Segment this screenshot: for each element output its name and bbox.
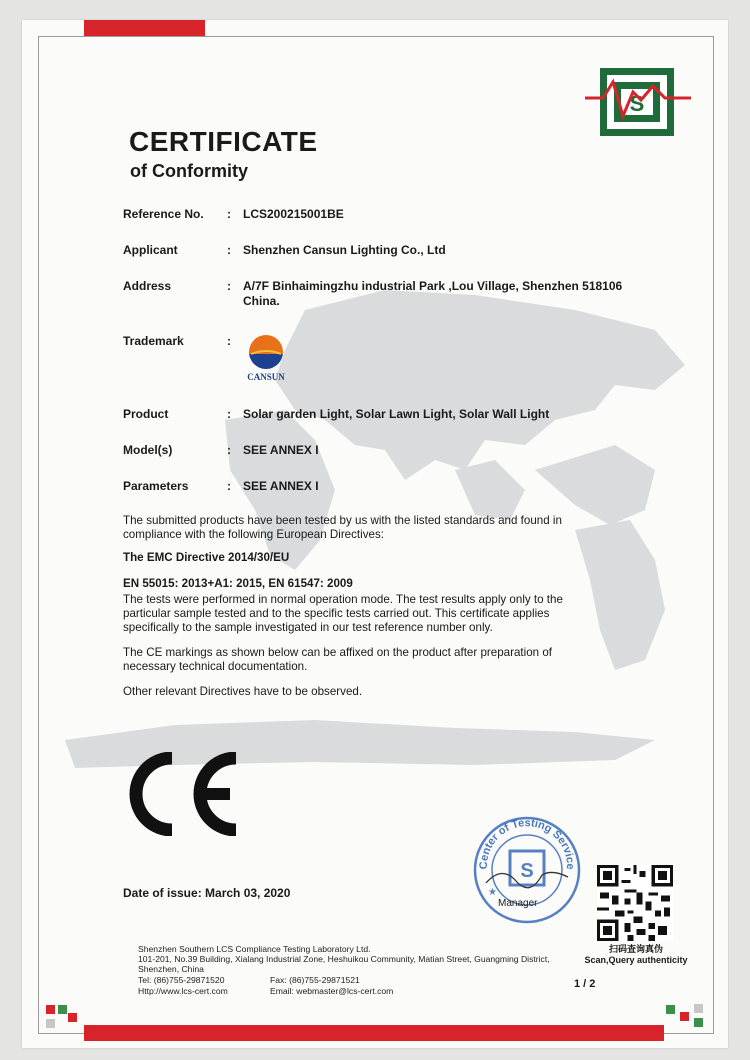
qr-code[interactable] <box>597 865 673 941</box>
intro-line-1: The submitted products have been tested by us with the listed standards and found in <box>123 514 562 527</box>
colon: : <box>227 334 231 348</box>
address-label: Address <box>123 279 172 293</box>
ce-line-2: necessary technical documentation. <box>123 660 308 673</box>
colon: : <box>227 443 231 457</box>
address-line-2: China. <box>243 294 280 308</box>
decor-square <box>666 1005 675 1014</box>
intro-line-2: compliance with the following European Directives: <box>123 528 384 541</box>
product-label: Product <box>123 407 169 421</box>
parameters-label: Parameters <box>123 479 189 493</box>
footer-lab-name: Shenzhen Southern LCS Compliance Testing Laboratory Ltd. <box>138 944 371 954</box>
lcs-logo <box>583 64 693 140</box>
footer-email[interactable]: Email: webmaster@lcs-cert.com <box>270 986 394 996</box>
manager-label: Manager <box>498 898 538 909</box>
decor-square <box>46 1019 55 1028</box>
footer-address-line-2: Shenzhen, China <box>138 964 204 974</box>
colon: : <box>227 479 231 493</box>
svg-text:S: S <box>629 91 645 116</box>
tests-line-3: specifically to the sample investigated in our test reference number only. <box>123 621 493 634</box>
footer-fax: Fax: (86)755-29871521 <box>270 975 360 985</box>
decor-square <box>694 1018 703 1027</box>
tests-line-1: The tests were performed in normal operation mode. The test results apply only to the <box>123 593 563 606</box>
applicant-value: Shenzhen Cansun Lighting Co., Ltd <box>243 243 446 257</box>
decor-square <box>68 1013 77 1022</box>
ce-mark <box>120 752 242 836</box>
trademark-label: Trademark <box>123 334 184 348</box>
colon: : <box>227 207 231 221</box>
qr-label-chinese: 扫码查询真伪 <box>608 944 663 954</box>
decor-square <box>680 1012 689 1021</box>
top-red-bar <box>84 20 205 36</box>
applicant-label: Applicant <box>123 243 178 257</box>
date-of-issue: Date of issue: March 03, 2020 <box>123 886 291 900</box>
trademark-logo-text: CANSUN <box>247 372 285 382</box>
footer-website[interactable]: Http://www.lcs-cert.com <box>138 986 228 996</box>
decor-square <box>46 1005 55 1014</box>
stamp-ring-text: Center of Testing Service <box>477 817 577 870</box>
footer-tel: Tel: (86)755-29871520 <box>138 975 225 985</box>
standards-text: EN 55015: 2013+A1: 2015, EN 61547: 2009 <box>123 577 353 590</box>
reference-value: LCS200215001BE <box>243 207 344 221</box>
tests-line-2: particular sample tested and to the specific tests carried out. This certificate applies <box>123 607 550 620</box>
qr-label-english: Scan,Query authenticity <box>584 955 688 965</box>
decor-square <box>694 1004 703 1013</box>
svg-text:S: S <box>520 860 534 882</box>
certificate-subtitle: of Conformity <box>130 161 248 181</box>
product-value: Solar garden Light, Solar Lawn Light, Solar Wall Light <box>243 407 550 421</box>
models-value: SEE ANNEX I <box>243 443 319 457</box>
ce-line-1: The CE markings as shown below can be affixed on the product after preparation of <box>123 646 553 659</box>
colon: : <box>227 407 231 421</box>
footer-address-line-1: 101-201, No.39 Building, Xialang Industrial Zone, Heshuikou Community, Matian Street, Guangming District, <box>138 954 550 964</box>
colon: : <box>227 279 231 293</box>
directive-text: The EMC Directive 2014/30/EU <box>123 551 290 564</box>
svg-text:★: ★ <box>488 887 497 898</box>
decor-square <box>58 1005 67 1014</box>
parameters-value: SEE ANNEX I <box>243 479 319 493</box>
other-directives: Other relevant Directives have to be observed. <box>123 685 363 698</box>
certificate-title: CERTIFICATE <box>129 126 318 157</box>
colon: : <box>227 243 231 257</box>
cansun-trademark-logo <box>238 330 296 384</box>
bottom-red-bar <box>84 1025 664 1041</box>
models-label: Model(s) <box>123 443 173 457</box>
qr-label <box>581 944 691 966</box>
reference-label: Reference No. <box>123 207 204 221</box>
address-line-1: A/7F Binhaimingzhu industrial Park ,Lou Village, Shenzhen 518106 <box>243 279 623 293</box>
page-number: 1 / 2 <box>574 978 596 990</box>
